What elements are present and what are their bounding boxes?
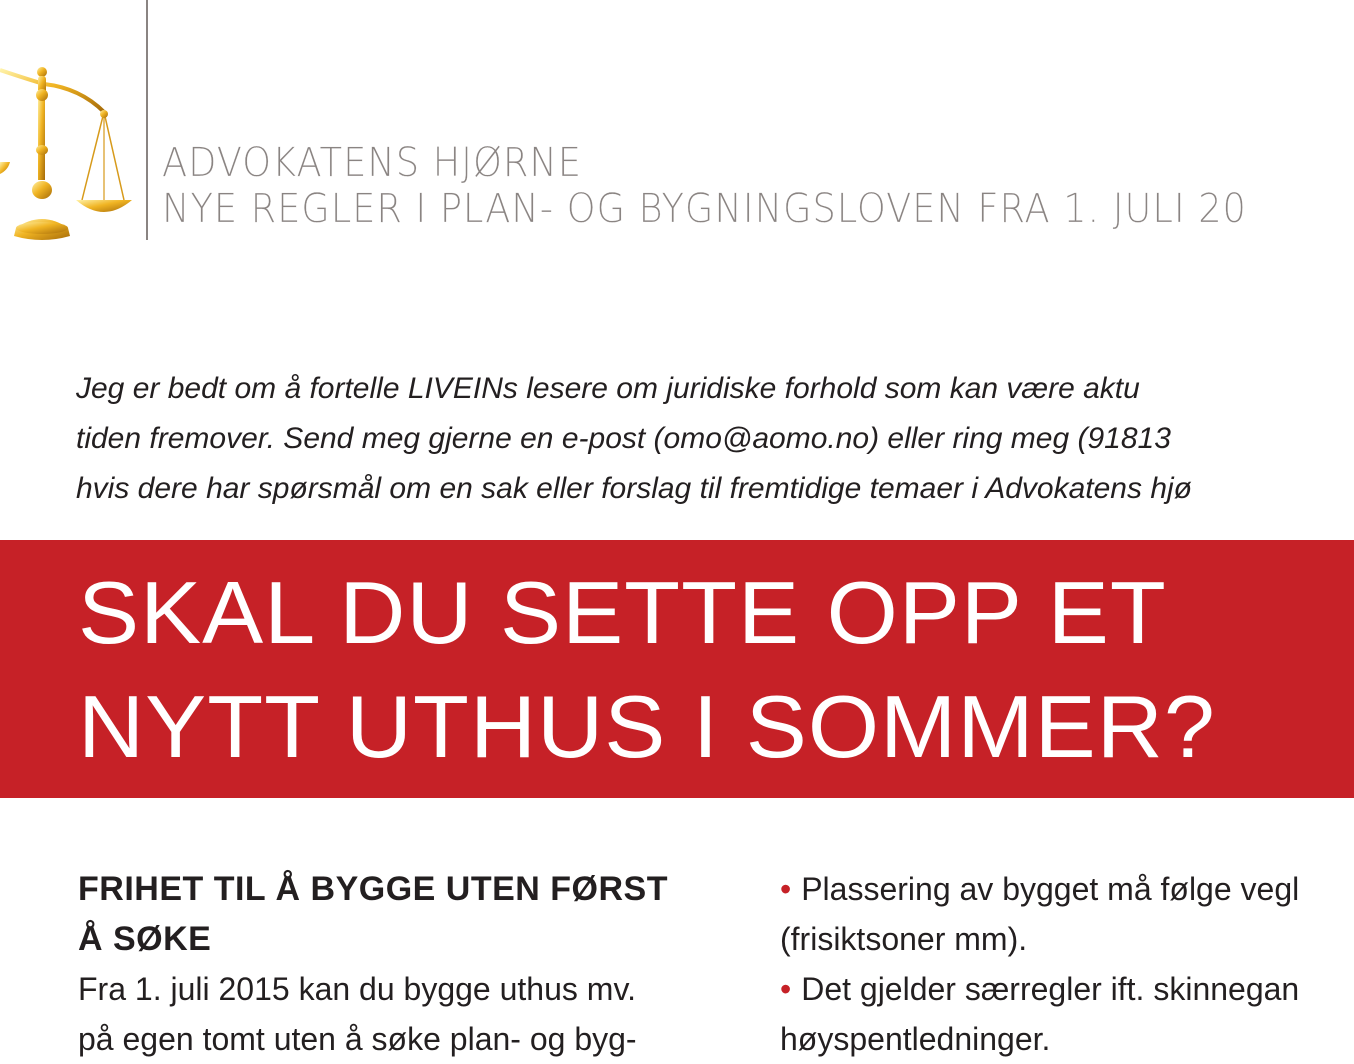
bullet-continuation: (frisiktsoner mm). [780, 921, 1028, 957]
intro-paragraph [76, 364, 1354, 514]
bullet-continuation: høyspentledninger. [780, 1021, 1051, 1057]
column-header [162, 140, 1341, 232]
bullet-icon: • [780, 971, 792, 1007]
bullet-icon: • [780, 871, 792, 907]
headline-line: NYTT UTHUS I SOMMER? [78, 677, 1216, 776]
headline-line: SKAL DU SETTE OPP ET [78, 563, 1167, 662]
article-right-column [780, 864, 1354, 1064]
bullet-item [780, 964, 1354, 1014]
column-subtitle: NYE REGLER I PLAN- OG BYGNINGSLOVEN FRA 1. JULI 20 [162, 186, 1247, 232]
header-divider [146, 0, 148, 240]
intro-line: Jeg er bedt om å fortelle LIVEINs lesere om juridiske forhold som kan være aktu [76, 372, 1140, 405]
bullet-item [780, 864, 1354, 914]
intro-line: tiden fremover. Send meg gjerne en e-post (omo@aomo.no) eller ring meg (91813 [76, 422, 1171, 455]
section-heading: FRIHET TIL Å BYGGE UTEN FØRST [78, 870, 668, 908]
bullet-text: Plassering av bygget må følge vegl [801, 871, 1300, 907]
body-text-line: på egen tomt uten å søke plan- og byg- [78, 1021, 637, 1057]
intro-line: hvis dere har spørsmål om en sak eller forslag til fremtidige temaer i Advokatens hjø [76, 472, 1192, 505]
headline [78, 556, 1216, 784]
bullet-text: Det gjelder særregler ift. skinnegan [801, 971, 1300, 1007]
article-left-column [78, 864, 738, 1064]
body-text-line: Fra 1. juli 2015 kan du bygge uthus mv. [78, 971, 636, 1007]
scales-of-justice-icon [0, 50, 140, 250]
section-heading: Å SØKE [78, 920, 212, 958]
column-title: ADVOKATENS HJØRNE [162, 140, 582, 186]
